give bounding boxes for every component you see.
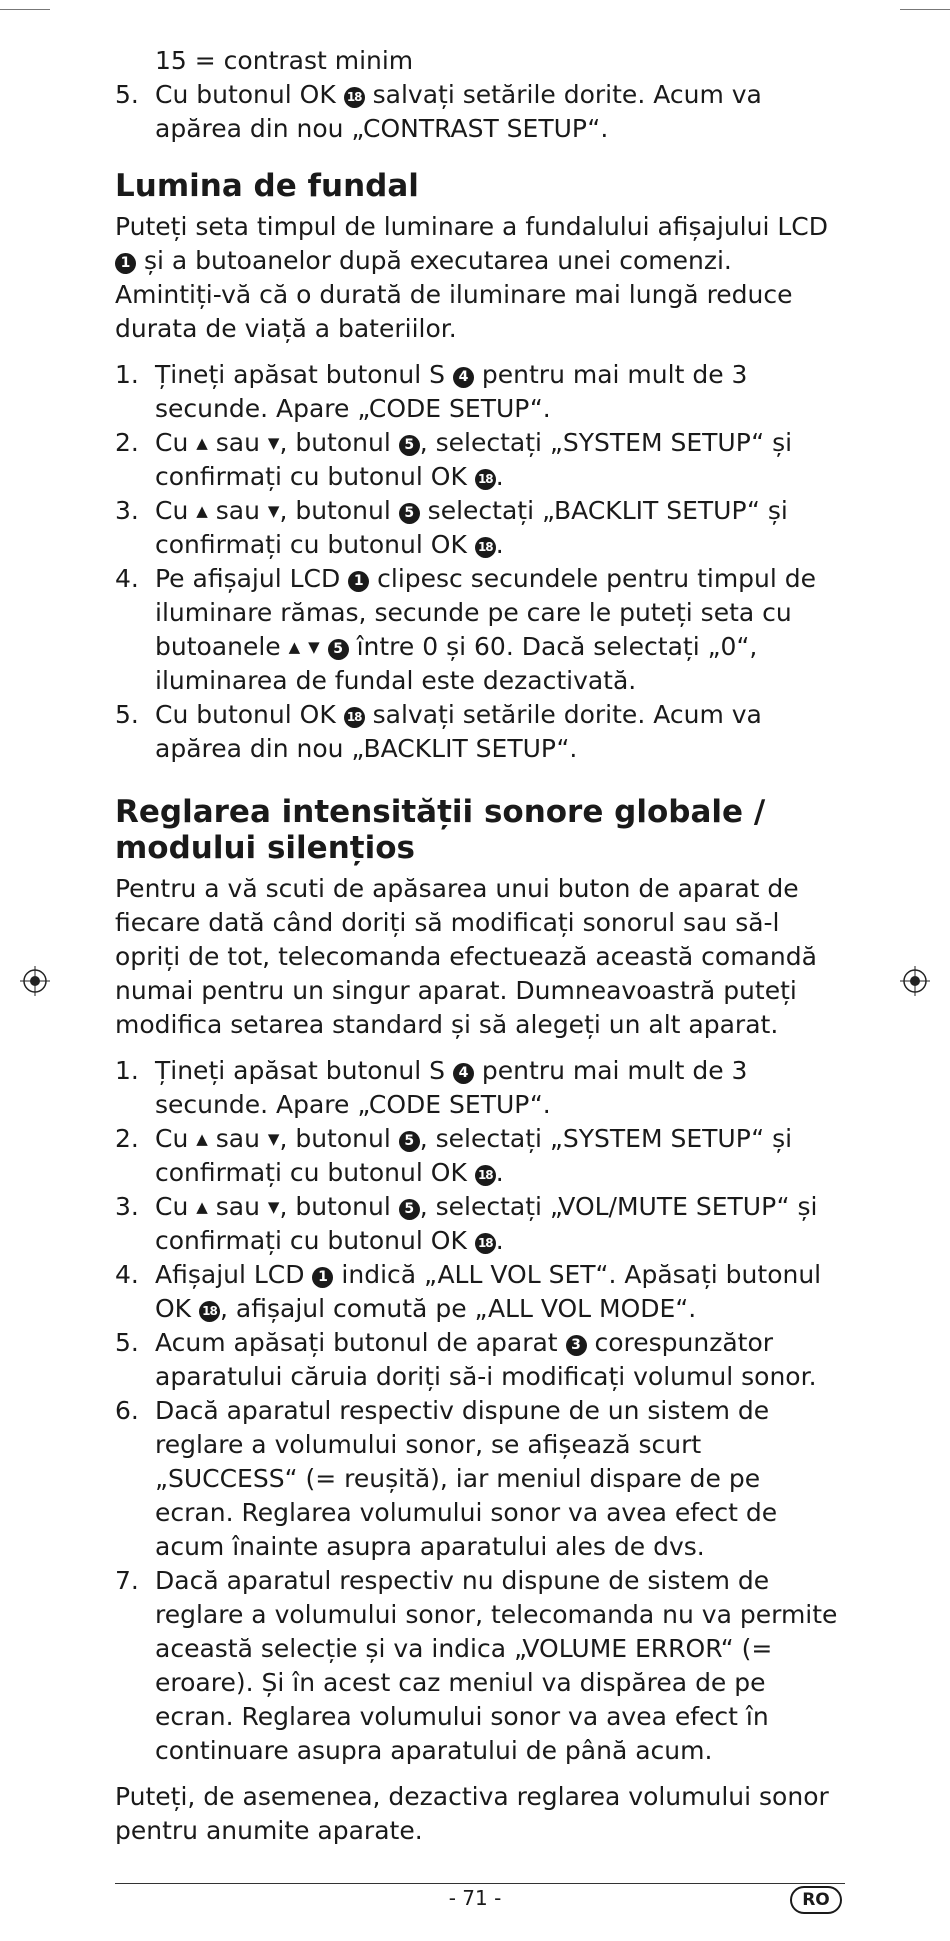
list-item: 2. Cu ▲ sau ▼, butonul 5 , selectați „SYSTEM SETUP“ și confirmați cu butonul OK 18 .: [115, 1124, 793, 1187]
ref-5-icon: 5: [328, 639, 349, 660]
arrow-down-icon: ▼: [267, 502, 280, 520]
ref-5-icon: 5: [399, 1131, 420, 1152]
arrow-down-icon: ▼: [267, 434, 280, 452]
volume-steps-list: [115, 1054, 845, 1768]
ref-1-icon: 1: [312, 1267, 333, 1288]
arrow-down-icon: ▼: [308, 638, 320, 656]
section-title-backlight: Lumina de fundal: [115, 168, 419, 204]
ref-5-icon: 5: [399, 1199, 420, 1220]
section-intro: Puteți seta timpul de luminare a fundalului afișajului LCD 1 și a butoanelor după executarea unei comenzi. Amintiți-vă că o durată de iluminare mai lungă reduce durata de viață a bateriilor.: [115, 212, 828, 343]
ref-1-icon: 1: [348, 571, 369, 592]
page-content: [115, 44, 845, 1848]
closing-paragraph: Puteți, de asemenea, dezactiva reglarea volumului sonor pentru anumite aparate.: [115, 1782, 829, 1845]
ref-3-icon: 3: [566, 1335, 587, 1356]
ref-4-icon: 4: [453, 367, 474, 388]
list-item: 3. Cu ▲ sau ▼, butonul 5 , selectați „VOL/MUTE SETUP“ și confirmați cu butonul OK 18 .: [115, 1192, 818, 1255]
list-item: 6. Dacă aparatul respectiv dispune de un sistem de reglare a volumului sonor, se afișează scurt „SUCCESS“ (= reușită), iar meniul dispare de pe ecran. Reglarea volumului sonor va avea efect de acum înainte asupra aparatului ales de dvs.: [115, 1396, 778, 1561]
list-item: 1. Țineți apăsat butonul S 4 pentru mai mult de 3 secunde. Apare „CODE SETUP“.: [115, 1056, 748, 1119]
registration-mark-icon: [900, 966, 930, 996]
list-item: 4. Afișajul LCD 1 indică „ALL VOL SET“. Apăsați butonul OK 18 , afișajul comută pe „ALL VOL MODE“.: [115, 1260, 822, 1323]
list-item: 5. Acum apăsați butonul de aparat 3 corespunzător aparatului căruia doriți să-i modificați volumul sonor.: [115, 1328, 817, 1391]
footer-divider: [115, 1883, 845, 1884]
ref-18-icon: 18: [199, 1301, 220, 1322]
arrow-down-icon: ▼: [267, 1130, 280, 1148]
contrast-steps-list: [115, 78, 845, 146]
crop-mark-left: [0, 9, 50, 10]
ref-4-icon: 4: [453, 1063, 474, 1084]
language-badge: RO: [790, 1886, 842, 1914]
crop-mark-right: [900, 9, 950, 10]
list-item: 1. Țineți apăsat butonul S 4 pentru mai mult de 3 secunde. Apare „CODE SETUP“.: [115, 360, 748, 423]
section-title-volume: Reglarea intensității sonore globale / modului silențios: [115, 794, 766, 866]
ref-5-icon: 5: [399, 435, 420, 456]
ref-18-icon: 18: [344, 707, 365, 728]
arrow-up-icon: ▲: [196, 502, 208, 520]
arrow-up-icon: ▲: [196, 1130, 208, 1148]
ref-18-icon: 18: [475, 469, 496, 490]
section-intro: Pentru a vă scuti de apăsarea unui buton de aparat de fiecare dată când doriți să modificați sonorul sau să-l opriți de tot, telecomanda efectuează această comandă numai pentru un singur aparat. Dumneavoastră puteți modifica setarea standard și să alegeți un alt aparat.: [115, 874, 817, 1039]
ref-5-icon: 5: [399, 503, 420, 524]
ref-18-icon: 18: [475, 537, 496, 558]
ref-1-icon: 1: [115, 253, 136, 274]
list-item: 7. Dacă aparatul respectiv nu dispune de sistem de reglare a volumului sonor, telecomanda nu va permite această selecție și va indica „VOLUME ERROR“ (= eroare). Și în acest caz meniul va dispărea de pe ecran. Reglarea volumului sonor va avea efect în continuare asupra aparatului de până acum.: [115, 1566, 838, 1765]
arrow-up-icon: ▲: [288, 638, 301, 656]
list-item: 3. Cu ▲ sau ▼, butonul 5 selectați „BACKLIT SETUP“ și confirmați cu butonul OK 18 .: [115, 496, 788, 559]
page-number: - 71 -: [448, 1886, 502, 1910]
backlight-steps-list: [115, 358, 845, 766]
registration-mark-icon: [20, 966, 50, 996]
arrow-up-icon: ▲: [196, 1198, 208, 1216]
arrow-down-icon: ▼: [267, 1198, 280, 1216]
list-item: 5. Cu butonul OK 18 salvați setările dorite. Acum va apărea din nou „CONTRAST SETUP“.: [115, 80, 762, 143]
list-item: 4. Pe afișajul LCD 1 clipesc secundele pentru timpul de iluminare rămas, secunde pe care le puteți seta cu butoanele ▲ ▼ 5 între 0 și 60. Dacă selectați „0“, iluminarea de fundal este dezactivată.: [115, 564, 817, 695]
list-item: 5. Cu butonul OK 18 salvați setările dorite. Acum va apărea din nou „BACKLIT SETUP“.: [115, 700, 762, 763]
ref-18-icon: 18: [344, 87, 365, 108]
ref-18-icon: 18: [475, 1233, 496, 1254]
ref-18-icon: 18: [475, 1165, 496, 1186]
contrast-min-line: 15 = contrast minim: [155, 46, 414, 75]
list-item: 2. Cu ▲ sau ▼, butonul 5 , selectați „SYSTEM SETUP“ și confirmați cu butonul OK 18 .: [115, 428, 793, 491]
arrow-up-icon: ▲: [196, 434, 208, 452]
